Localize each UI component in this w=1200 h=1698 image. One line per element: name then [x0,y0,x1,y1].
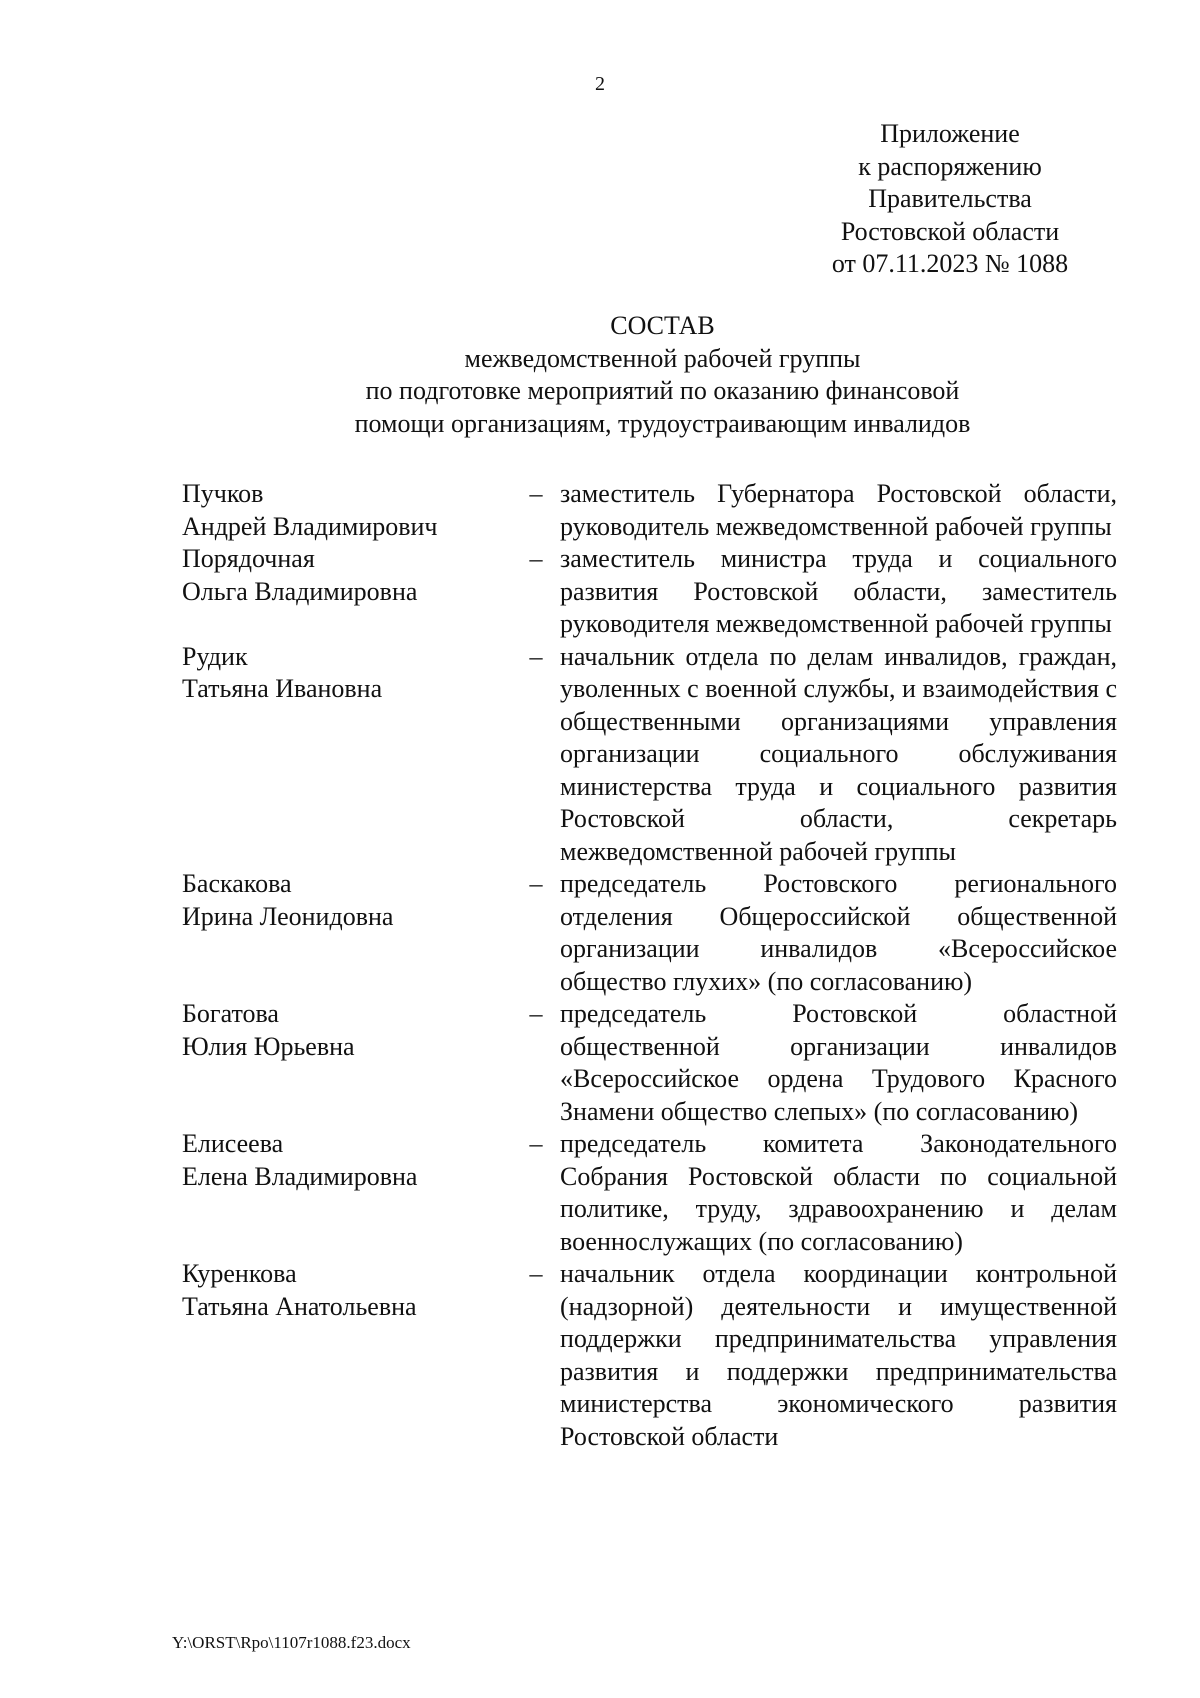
member-name [182,1128,512,1193]
title-line: межведомственной рабочей группы [464,343,861,373]
member-name [182,998,512,1063]
member-given-name: Ирина Леонидовна [182,901,394,931]
appendix-block [760,118,1140,281]
member-position: начальник отдела по делам инвалидов, граждан, уволенных с военной службы, и взаимодействия с общественными организациями управления организации социального обслуживания министерства труда и социального развития Ростовской области, секретарь межведомственной рабочей группы [560,641,1117,866]
title-line: помощи организациям, трудоустраивающим инвалидов [354,408,971,438]
member-given-name: Татьяна Ивановна [182,674,383,703]
title-line: по подготовке мероприятий по оказанию финансовой [365,376,960,405]
dash: – [529,999,543,1028]
appendix-line: к распоряжению [858,151,1042,181]
title-heading: СОСТАВ [610,311,715,340]
member-surname: Богатова [182,999,279,1028]
member-row [182,1258,1117,1453]
member-row [182,1128,1117,1258]
appendix-line: Правительства [868,184,1032,213]
member-position: председатель Ростовского регионального отделения Общероссийской общественной организации инвалидов «Всероссийское общество глухих» (по согласованию) [560,869,1117,996]
dash: – [529,869,543,898]
member-row [182,998,1117,1128]
file-path-footer: Y:\ORST\Rpo\1107r1088.f23.docx [172,1633,411,1652]
member-surname: Елисеева [182,1129,284,1158]
member-given-name: Андрей Владимирович [182,511,438,541]
appendix-date-number: от 07.11.2023 № 1088 [831,249,1069,278]
dash: – [529,544,543,573]
document-title [180,310,1145,440]
dash: – [529,1259,543,1288]
member-surname: Порядочная [182,544,315,573]
page-number: 2 [595,73,605,95]
member-name [182,868,512,933]
dash: – [529,641,543,671]
member-position: председатель комитета Законодательного Собрания Ростовской области по социальной политике, труду, здравоохранению и делам военнослужащих (по согласованию) [560,1129,1117,1256]
member-given-name: Ольга Владимировна [182,576,418,606]
member-row [182,478,1117,543]
member-row [182,641,1117,869]
member-given-name: Татьяна Анатольевна [182,1291,417,1321]
member-surname: Рудик [182,641,248,671]
member-surname: Пучков [182,479,264,508]
member-name [182,478,512,543]
members-list [182,478,1117,1453]
member-name [182,543,512,608]
dash: – [529,479,543,508]
member-row [182,868,1117,998]
member-row [182,543,1117,641]
member-surname: Баскакова [182,869,292,898]
member-given-name: Юлия Юрьевна [182,1031,355,1061]
member-name [182,641,512,706]
appendix-line: Приложение [880,119,1020,148]
member-position: заместитель министра труда и социального развития Ростовской области, заместитель руководителя межведомственной рабочей группы [560,544,1117,638]
member-position: председатель Ростовской областной общественной организации инвалидов «Всероссийское ордена Трудового Красного Знамени общество слепых» (по согласованию) [560,999,1117,1126]
member-surname: Куренкова [182,1259,297,1288]
member-name [182,1258,512,1323]
appendix-line: Ростовской области [840,216,1060,246]
member-position: начальник отдела координации контрольной (надзорной) деятельности и имущественной поддержки предпринимательства управления развития и поддержки предпринимательства министерства экономического развития Ростовской области [560,1259,1117,1451]
dash: – [529,1129,543,1158]
member-position: заместитель Губернатора Ростовской области, руководитель межведомственной рабочей группы [560,479,1117,541]
member-given-name: Елена Владимировна [182,1161,418,1191]
